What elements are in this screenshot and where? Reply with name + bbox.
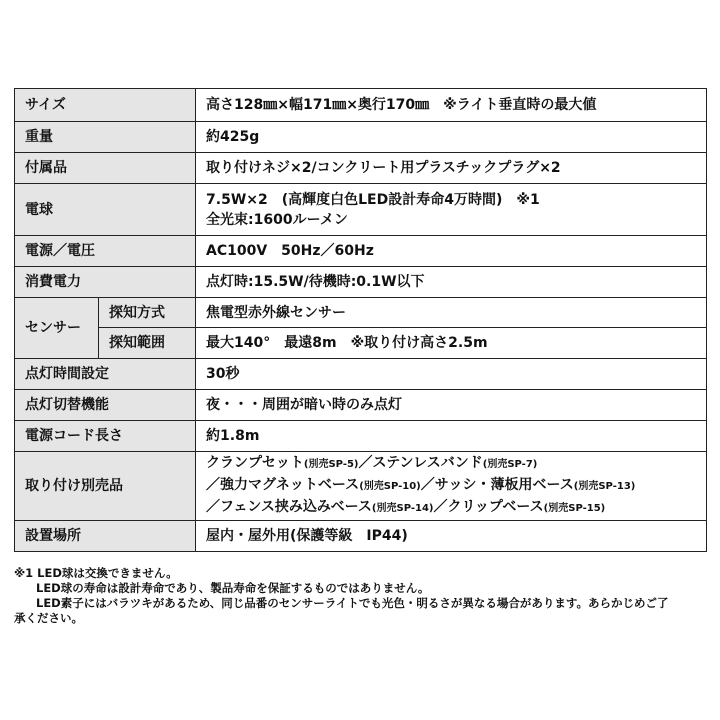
- bulb-value: [196, 184, 707, 236]
- size-label: サイズ: [15, 89, 196, 122]
- spec-row-bulb: [15, 184, 707, 236]
- sensor-label: センサー: [15, 298, 99, 359]
- options-value: [196, 452, 707, 521]
- switch-value: 夜・・・周囲が暗い時のみ点灯: [196, 390, 707, 421]
- spec-row-location: [15, 521, 707, 552]
- options-line2: [206, 475, 696, 497]
- options-line3: [206, 497, 696, 519]
- spec-row-weight: [15, 122, 707, 153]
- spec-row-options: [15, 452, 707, 521]
- cord-label: 電源コード長さ: [15, 421, 196, 452]
- option-sash-base-note: (別売SP-13): [573, 481, 636, 492]
- option-magnet-base: ／強力マグネットベース: [206, 477, 360, 493]
- cord-value: 約1.8m: [196, 421, 707, 452]
- spec-row-timer: [15, 359, 707, 390]
- sensor-method-label: 探知方式: [99, 298, 196, 328]
- sensor-range-label: 探知範囲: [99, 328, 196, 359]
- option-magnet-base-note: (別売SP-10): [359, 481, 421, 492]
- option-fence-base-note: (別売SP-14): [371, 503, 434, 514]
- option-stainless-band: ／ステンレスバンド: [358, 455, 483, 471]
- footnote-line4: 承ください。: [14, 611, 83, 625]
- spec-table: [14, 88, 707, 552]
- power-value: AC100V 50Hz／60Hz: [196, 236, 707, 267]
- spec-row-consumption: [15, 267, 707, 298]
- accessories-label: 付属品: [15, 153, 196, 184]
- spec-row-sensor-method: [15, 298, 707, 328]
- option-stainless-band-note: (別売SP-7): [482, 459, 538, 470]
- options-label: 取り付け別売品: [15, 452, 196, 521]
- weight-label: 重量: [15, 122, 196, 153]
- footnote-line3: LED素子にはバラツキがあるため、同じ品番のセンサーライトでも光色・明るさが異なる場合があります。あらかじめご了: [36, 596, 669, 610]
- consumption-label: 消費電力: [15, 267, 196, 298]
- option-clip-base-note: (別売SP-15): [543, 503, 606, 514]
- consumption-value: 点灯時:15.5W/待機時:0.1W以下: [196, 267, 707, 298]
- spec-row-power: [15, 236, 707, 267]
- option-clamp-set: クランプセット: [206, 455, 304, 471]
- option-sash-base: ／サッシ・薄板用ベース: [420, 477, 574, 493]
- accessories-value: 取り付けネジ×2/コンクリート用プラスチックプラグ×2: [196, 153, 707, 184]
- switch-label: 点灯切替機能: [15, 390, 196, 421]
- size-value: 高さ128㎜×幅171㎜×奥行170㎜ ※ライト垂直時の最大値: [196, 89, 707, 122]
- spec-row-cord: [15, 421, 707, 452]
- weight-value: 約425g: [196, 122, 707, 153]
- footnotes: [14, 566, 706, 626]
- option-clip-base: ／クリップベース: [433, 499, 544, 515]
- options-line1: [206, 453, 696, 475]
- bulb-label: 電球: [15, 184, 196, 236]
- option-fence-base: ／フェンス挟み込みベース: [206, 499, 372, 515]
- location-value: 屋内・屋外用(保護等級 IP44): [196, 521, 707, 552]
- power-label: 電源／電圧: [15, 236, 196, 267]
- timer-label: 点灯時間設定: [15, 359, 196, 390]
- bulb-value-line1: 7.5W×2 (高輝度白色LED設計寿命4万時間) ※1: [206, 191, 540, 208]
- footnote-line2: LED球の寿命は設計寿命であり、製品寿命を保証するものではありません。: [36, 581, 430, 595]
- spec-row-switch: [15, 390, 707, 421]
- sensor-range-value: 最大140° 最遠8m ※取り付け高さ2.5m: [196, 328, 707, 359]
- spec-row-size: [15, 89, 707, 122]
- timer-value: 30秒: [196, 359, 707, 390]
- sensor-method-value: 焦電型赤外線センサー: [196, 298, 707, 328]
- footnote-line1: ※1 LED球は交換できません。: [14, 566, 178, 580]
- location-label: 設置場所: [15, 521, 196, 552]
- option-clamp-set-note: (別売SP-5): [303, 459, 359, 470]
- spec-row-accessories: [15, 153, 707, 184]
- spec-row-sensor-range: [15, 328, 707, 359]
- bulb-value-line2: 全光束:1600ルーメン: [206, 211, 348, 228]
